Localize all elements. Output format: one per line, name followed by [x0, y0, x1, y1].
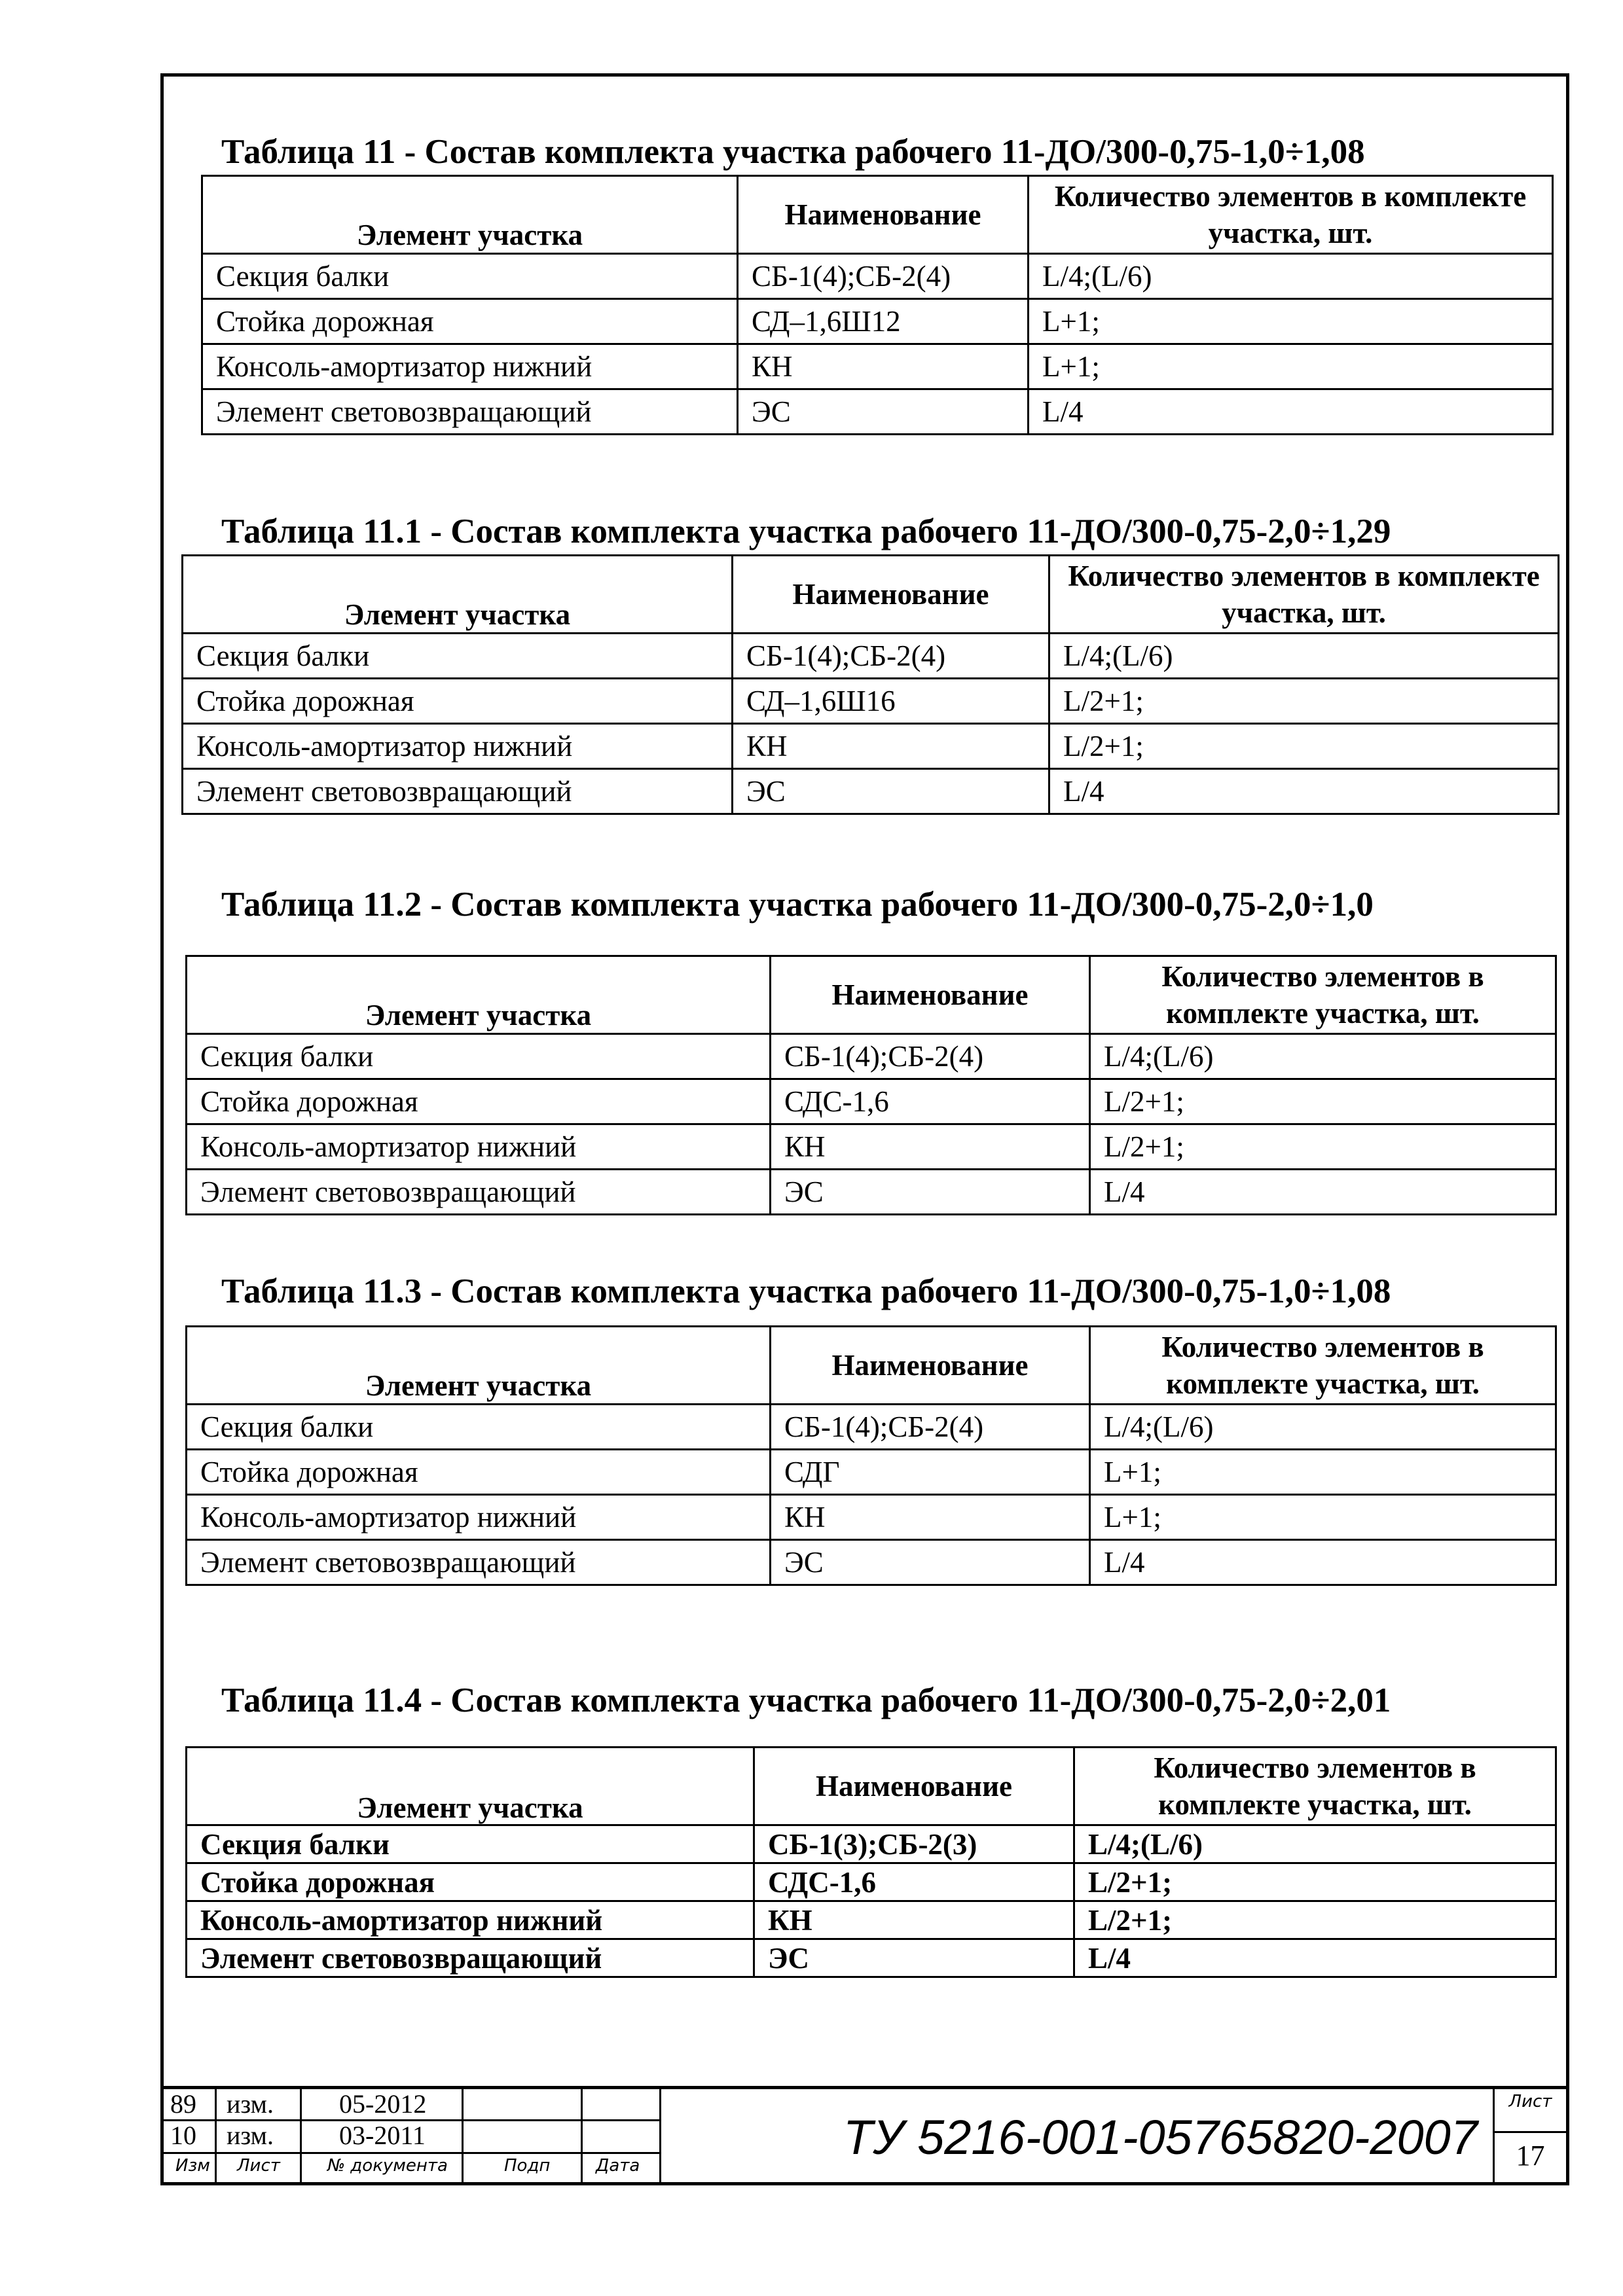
table-row — [187, 1034, 1556, 1079]
table-title: Таблица 11.2 - Состав комплекта участка рабочего 11-ДО/300-0,75-2,0÷1,0 — [221, 886, 1374, 924]
table-title: Таблица 11.4 - Состав комплекта участка рабочего 11-ДО/300-0,75-2,0÷2,01 — [221, 1681, 1391, 1719]
cell-quantity: L/2+1; — [1090, 1124, 1556, 1170]
header-name: Наименование — [771, 956, 1090, 1034]
table-row — [187, 1540, 1556, 1585]
table-title: Таблица 11 - Состав комплекта участка рабочего 11-ДО/300-0,75-1,0÷1,08 — [221, 133, 1365, 171]
sheet-box — [1493, 2089, 1566, 2182]
cell-quantity: L/4;(L/6) — [1090, 1405, 1556, 1450]
table-row — [187, 1495, 1556, 1540]
cell-element: Секция балки — [187, 1825, 754, 1863]
cell-element: Элемент световозвращающий — [183, 769, 733, 814]
spec-table — [185, 955, 1557, 1215]
cell-element: Стойка дорожная — [187, 1863, 754, 1901]
cell-name: ЭС — [733, 769, 1049, 814]
table-header-row — [187, 1748, 1556, 1825]
cell-element: Секция балки — [187, 1034, 771, 1079]
header-name: Наименование — [733, 556, 1049, 634]
page-frame — [160, 73, 1569, 2185]
table-row — [187, 1939, 1556, 1977]
cell-element: Секция балки — [202, 254, 738, 299]
cell-quantity: L/2+1; — [1049, 679, 1559, 724]
table-header-row — [183, 556, 1559, 634]
table-title: Таблица 11.1 - Состав комплекта участка рабочего 11-ДО/300-0,75-2,0÷1,29 — [221, 512, 1391, 550]
cell-element: Консоль-амортизатор нижний — [183, 724, 733, 769]
cell-quantity: L/4;(L/6) — [1029, 254, 1553, 299]
table-row — [183, 634, 1559, 679]
cell-element: Консоль-амортизатор нижний — [187, 1124, 771, 1170]
header-element: Элемент участка — [202, 176, 738, 254]
cell-element: Стойка дорожная — [187, 1079, 771, 1124]
header-element: Элемент участка — [187, 956, 771, 1034]
stamp-rev-date: 05-2012 — [339, 2089, 427, 2119]
cell-quantity: L/2+1; — [1074, 1901, 1556, 1939]
table-row — [187, 1079, 1556, 1124]
table-row — [187, 1124, 1556, 1170]
cell-name: ЭС — [771, 1540, 1090, 1585]
cell-element: Консоль-амортизатор нижний — [187, 1901, 754, 1939]
table-row — [202, 254, 1553, 299]
cell-element: Консоль-амортизатор нижний — [202, 344, 738, 389]
table-row — [202, 299, 1553, 344]
header-element: Элемент участка — [187, 1748, 754, 1825]
table-header-row — [187, 1327, 1556, 1405]
header-element: Элемент участка — [187, 1327, 771, 1405]
title-block — [164, 2086, 1566, 2185]
cell-name: СДС-1,6 — [754, 1863, 1074, 1901]
cell-element: Элемент световозвращающий — [187, 1540, 771, 1585]
stamp-label-data: Дата — [596, 2156, 640, 2176]
stamp-label-izm: Изм — [175, 2156, 210, 2176]
sheet-number: 17 — [1516, 2140, 1545, 2172]
table-row — [183, 679, 1559, 724]
stamp-rev-date: 03-2011 — [339, 2121, 426, 2150]
stamp-rev-number: 10 — [170, 2121, 196, 2150]
cell-quantity: L/4 — [1049, 769, 1559, 814]
cell-name: ЭС — [754, 1939, 1074, 1977]
cell-quantity: L+1; — [1090, 1450, 1556, 1495]
sheet-label: Лист — [1508, 2092, 1552, 2111]
stamp-label-doc: № документа — [327, 2156, 448, 2176]
cell-element: Консоль-амортизатор нижний — [187, 1495, 771, 1540]
document-number: ТУ 5216-001-05765820-2007 — [843, 2110, 1478, 2164]
cell-name: СБ-1(4);СБ-2(4) — [733, 634, 1049, 679]
cell-element: Элемент световозвращающий — [202, 389, 738, 435]
cell-name: КН — [738, 344, 1029, 389]
cell-quantity: L+1; — [1029, 299, 1553, 344]
cell-name: СБ-1(4);СБ-2(4) — [771, 1034, 1090, 1079]
spec-table — [201, 175, 1554, 435]
header-quantity: Количество элементов в комплекте участка, шт. — [1029, 176, 1553, 254]
table-row — [187, 1405, 1556, 1450]
header-name: Наименование — [738, 176, 1029, 254]
cell-quantity: L/4;(L/6) — [1074, 1825, 1556, 1863]
cell-quantity: L/4 — [1090, 1170, 1556, 1215]
table-row — [187, 1863, 1556, 1901]
cell-name: СБ-1(4);СБ-2(4) — [738, 254, 1029, 299]
header-quantity: Количество элементов в комплекте участка, шт. — [1090, 1327, 1556, 1405]
cell-quantity: L+1; — [1029, 344, 1553, 389]
cell-quantity: L+1; — [1090, 1495, 1556, 1540]
cell-quantity: L/4;(L/6) — [1090, 1034, 1556, 1079]
cell-name: СД–1,6Ш16 — [733, 679, 1049, 724]
header-name: Наименование — [754, 1748, 1074, 1825]
table-row — [202, 344, 1553, 389]
cell-name: СБ-1(4);СБ-2(4) — [771, 1405, 1090, 1450]
stamp-label-list: Лист — [237, 2156, 280, 2176]
spec-table — [181, 554, 1559, 815]
table-header-row — [187, 956, 1556, 1034]
cell-element: Стойка дорожная — [202, 299, 738, 344]
table-row — [187, 1825, 1556, 1863]
cell-quantity: L/2+1; — [1049, 724, 1559, 769]
stamp-rev-izm: изм. — [227, 2089, 274, 2119]
cell-quantity: L/4 — [1029, 389, 1553, 435]
header-quantity: Количество элементов в комплекте участка, шт. — [1090, 956, 1556, 1034]
cell-name: ЭС — [738, 389, 1029, 435]
table-header-row — [202, 176, 1553, 254]
table-row — [187, 1170, 1556, 1215]
cell-quantity: L/2+1; — [1074, 1863, 1556, 1901]
cell-quantity: L/2+1; — [1090, 1079, 1556, 1124]
cell-name: КН — [771, 1124, 1090, 1170]
cell-name: СДС-1,6 — [771, 1079, 1090, 1124]
table-row — [183, 724, 1559, 769]
cell-element: Элемент световозвращающий — [187, 1939, 754, 1977]
cell-element: Секция балки — [183, 634, 733, 679]
table-title: Таблица 11.3 - Состав комплекта участка рабочего 11-ДО/300-0,75-1,0÷1,08 — [221, 1272, 1391, 1310]
cell-element: Элемент световозвращающий — [187, 1170, 771, 1215]
cell-element: Стойка дорожная — [183, 679, 733, 724]
header-quantity: Количество элементов в комплекте участка, шт. — [1049, 556, 1559, 634]
cell-element: Секция балки — [187, 1405, 771, 1450]
cell-name: ЭС — [771, 1170, 1090, 1215]
header-element: Элемент участка — [183, 556, 733, 634]
table-row — [202, 389, 1553, 435]
cell-name: КН — [771, 1495, 1090, 1540]
cell-name: СБ-1(3);СБ-2(3) — [754, 1825, 1074, 1863]
cell-quantity: L/4;(L/6) — [1049, 634, 1559, 679]
table-row — [187, 1450, 1556, 1495]
cell-name: СД–1,6Ш12 — [738, 299, 1029, 344]
table-row — [187, 1901, 1556, 1939]
stamp-label-podp: Подп — [504, 2156, 551, 2176]
spec-table — [185, 1746, 1557, 1978]
header-name: Наименование — [771, 1327, 1090, 1405]
cell-element: Стойка дорожная — [187, 1450, 771, 1495]
stamp-rev-izm: изм. — [227, 2121, 274, 2150]
stamp-rev-number: 89 — [170, 2089, 196, 2119]
cell-name: КН — [754, 1901, 1074, 1939]
table-row — [183, 769, 1559, 814]
spec-table — [185, 1325, 1557, 1586]
cell-name: СДГ — [771, 1450, 1090, 1495]
cell-quantity: L/4 — [1074, 1939, 1556, 1977]
cell-quantity: L/4 — [1090, 1540, 1556, 1585]
header-quantity: Количество элементов в комплекте участка, шт. — [1074, 1748, 1556, 1825]
cell-name: КН — [733, 724, 1049, 769]
